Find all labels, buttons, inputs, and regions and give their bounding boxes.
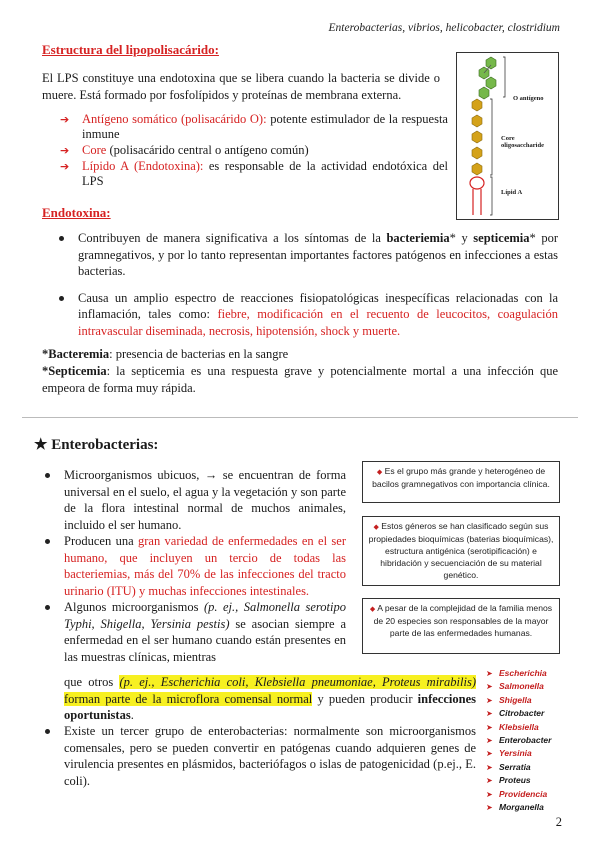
list-item: Producen una gran variedad de enfermedades en el ser humano, que incluyen un tercio de todas las bacteriemias, más del 70% de las infecciones del tracto urinario (ITU) y muchas infecciones intestinales. bbox=[42, 533, 346, 599]
genus-item: ➤ Klebsiella bbox=[486, 721, 576, 734]
footnote-septicemia: *Septicemia: la septicemia es una respuesta grave y potencialmente mortal a una infección que empeora de forma muy rápida. bbox=[42, 364, 558, 395]
genus-item: ➤ Shigella bbox=[486, 694, 576, 707]
chevron-right-icon: ➤ bbox=[486, 682, 493, 692]
chevron-right-icon: ➤ bbox=[486, 762, 493, 772]
chevron-right-icon: ➤ bbox=[486, 709, 493, 719]
enterobacterias-bullet3-continued: que otros (p. ej., Escherichia coli, Klebsiella pneumoniae, Proteus mirabilis) forman parte de la microflora comensal normal y pueden producir infecciones oportunistas. bbox=[64, 675, 476, 722]
chevron-right-icon: ➤ bbox=[486, 749, 493, 759]
endotoxina-title: Endotoxina: bbox=[42, 205, 111, 220]
info-box-especies: ◆ A pesar de la complejidad de la familia menos de 20 especies son responsables de la mayor parte de las enfermedades humanas. bbox=[362, 598, 560, 654]
diagram-label-core: Core oligosaccharide bbox=[501, 135, 544, 149]
arrow-icon: ➔ bbox=[60, 144, 70, 157]
list-item: ➔ Core (polisacárido central o antígeno común) bbox=[60, 143, 309, 157]
bullet-icon bbox=[45, 605, 50, 610]
lps-diagram bbox=[456, 52, 559, 220]
genus-item: ➤ Serratia bbox=[486, 761, 576, 774]
list-item: Microorganismos ubicuos, → se encuentran de forma universal en el suelo, el agua y la vegetación y son parte de la flora intestinal normal de muchos animales, incluido el ser humano. bbox=[42, 467, 346, 533]
diagram-label-o-antigen: O antígeno bbox=[513, 95, 544, 102]
genus-item: ➤ Citrobacter bbox=[486, 707, 576, 720]
bullet-icon bbox=[45, 473, 50, 478]
diamond-icon: ◆ bbox=[376, 468, 383, 476]
chevron-right-icon: ➤ bbox=[486, 803, 493, 813]
genus-item: ➤ Morganella bbox=[486, 801, 576, 814]
enterobacterias-list-bottom bbox=[42, 723, 476, 789]
diamond-icon: ◆ bbox=[373, 523, 379, 531]
arrow-icon: ➔ bbox=[60, 113, 70, 126]
footnote-bacteremia: *Bacteremia: presencia de bacterias en la sangre bbox=[42, 347, 289, 361]
genus-item: ➤ Enterobacter bbox=[486, 734, 576, 747]
section-divider bbox=[22, 417, 578, 418]
genus-item: ➤ Escherichia bbox=[486, 667, 576, 680]
list-item: Existe un tercer grupo de enterobacterias: normalmente son microorganismos comensales, pero se pueden convertir en patógenas cuando adquieren genes de virulencia presentes en plásmidos, bacteriófagos o islas de patogenicidad (p.ej., E. coli). bbox=[42, 723, 476, 789]
genera-list bbox=[486, 667, 576, 814]
bullet-icon bbox=[45, 539, 50, 544]
endotoxina-list bbox=[56, 230, 558, 339]
info-box-grupo: ◆ Es el grupo más grande y heterogéneo de bacilos gramnegativos con importancia clínica. bbox=[362, 461, 560, 503]
enterobacterias-list-top bbox=[42, 467, 346, 665]
genus-item: ➤ Salmonella bbox=[486, 680, 576, 693]
bullet-icon bbox=[45, 729, 50, 734]
chevron-right-icon: ➤ bbox=[486, 789, 493, 799]
genus-item: ➤ Proteus bbox=[486, 774, 576, 787]
chevron-right-icon: ➤ bbox=[486, 695, 493, 705]
star-icon: ★ bbox=[34, 437, 48, 453]
lps-components-list bbox=[60, 112, 448, 190]
chevron-right-icon: ➤ bbox=[486, 669, 493, 678]
running-header: Enterobacterias, vibrios, helicobacter, clostridium bbox=[328, 22, 560, 34]
chevron-right-icon: ➤ bbox=[486, 776, 493, 786]
enterobacterias-heading: ★ Enterobacterias: bbox=[34, 437, 159, 453]
page-number: 2 bbox=[555, 815, 562, 829]
list-item: Causa un amplio espectro de reacciones fisiopatológicas inespecíficas relacionadas con la inflamación, tales como: fiebre, modificación en el recuento de leucocitos, coagulación intravascular diseminada, necrosis, hipotensión, shock y muerte. bbox=[56, 290, 558, 340]
arrow-icon: ➔ bbox=[60, 160, 70, 173]
genus-item: ➤ Yersinia bbox=[486, 747, 576, 760]
lps-title: Estructura del lipopolisacárido: bbox=[42, 42, 219, 57]
info-box-clasificacion: ◆ Estos géneros se han clasificado según sus propiedades bioquímicas (baterias bioquímicas), estructura antigénica (serotipificación) e hibridación y secuenciación de su material genético. bbox=[362, 516, 560, 586]
genus-item: ➤ Providencia bbox=[486, 788, 576, 801]
list-item: ➔ Lípido A (Endotoxina): es responsable de la actividad endotóxica del LPS bbox=[60, 159, 448, 188]
list-item: Algunos microorganismos (p. ej., Salmonella serotipo Typhi, Shigella, Yersinia pestis) se asocian siempre a enfermedad en el ser humano cuando están presentes en las muestras clínicas, mientras bbox=[42, 599, 346, 665]
bullet-icon bbox=[59, 236, 64, 241]
lps-intro: El LPS constituye una endotoxina que se libera cuando la bacteria se divide o muere. Está formado por fosfolípidos y proteínas de membrana externa. bbox=[42, 71, 440, 102]
diamond-icon: ◆ bbox=[369, 605, 376, 613]
chevron-right-icon: ➤ bbox=[486, 722, 493, 732]
bullet-icon bbox=[59, 296, 64, 301]
list-item: Contribuyen de manera significativa a los síntomas de la bacteriemia* y septicemia* por gramnegativos, y por lo tanto representan importantes factores patógenos en infecciones a estas bacterias. bbox=[56, 230, 558, 280]
list-item: ➔ Antígeno somático (polisacárido O): potente estimulador de la respuesta inmune bbox=[60, 112, 448, 141]
diagram-label-lipid-a: Lípid A bbox=[501, 189, 523, 196]
chevron-right-icon: ➤ bbox=[486, 736, 493, 746]
